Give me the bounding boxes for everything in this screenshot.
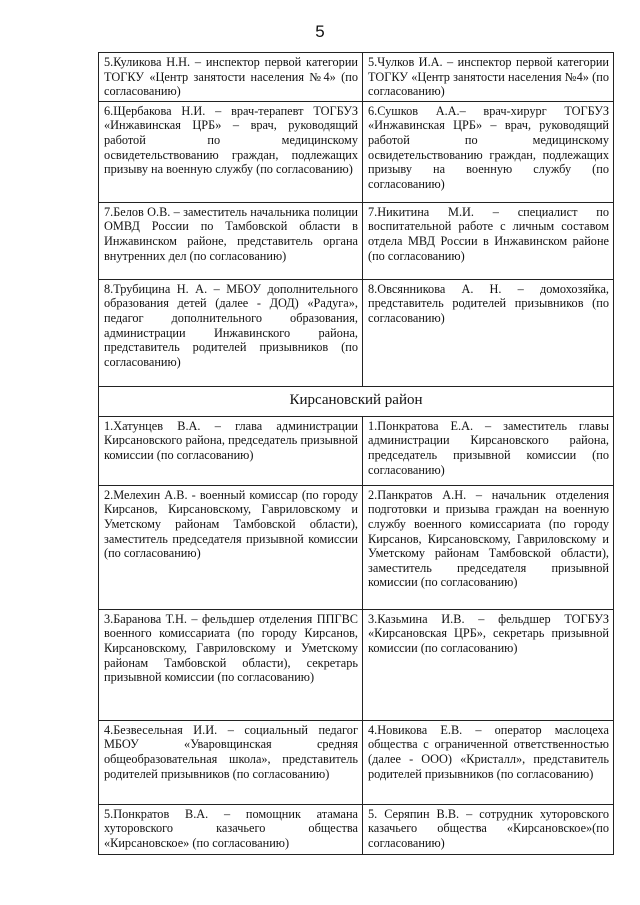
commission-table bbox=[98, 52, 614, 855]
table-row bbox=[99, 804, 614, 854]
table-row bbox=[99, 609, 614, 720]
reserve-member-cell: 5. Серяпин В.В. – сотрудник хуторовского казачьего общества «Кирсановское»(по согласованию) bbox=[363, 804, 614, 854]
reserve-member-cell: 6.Сушков А.А.– врач-хирург ТОГБУЗ «Инжавинская ЦРБ» – врач, руководящий работой по медицинскому освидетельствованию граждан, подлежащих призыву на военную службу (по согласованию) bbox=[363, 101, 614, 202]
reserve-member-cell: 8.Овсянникова А. Н. – домохозяйка, представитель родителей призывников (по согласованию) bbox=[363, 279, 614, 386]
table-row bbox=[99, 416, 614, 485]
reserve-member-cell: 4.Новикова Е.В. – оператор маслоцеха общества с ограниченной ответственностью (далее - ООО) «Кристалл», представитель родителей призывников (по согласованию) bbox=[363, 720, 614, 804]
district-heading: Кирсановский район bbox=[99, 386, 614, 416]
primary-member-cell: 6.Щербакова Н.И. – врач-терапевт ТОГБУЗ «Инжавинская ЦРБ» – врач, руководящий работой по медицинскому освидетельствованию граждан, подлежащих призыву на военную службу (по согласованию) bbox=[99, 101, 363, 202]
table-row bbox=[99, 485, 614, 609]
reserve-member-cell: 2.Панкратов А.Н. – начальник отделения подготовки и призыва граждан на военную службу военного комиссариата (по городу Кирсанов, Кирсановскому, Гавриловскому и Уметскому районам Тамбовской области), заместитель председателя призывной комиссии (по согласованию) bbox=[363, 485, 614, 609]
primary-member-cell: 4.Безвесельная И.И. – социальный педагог МБОУ «Уваровщинская средняя общеобразовательная школа», представитель родителей призывников (по согласованию) bbox=[99, 720, 363, 804]
reserve-member-cell: 5.Чулков И.А. – инспектор первой категории ТОГКУ «Центр занятости населения №4» (по согласованию) bbox=[363, 53, 614, 102]
primary-member-cell: 7.Белов О.В. – заместитель начальника полиции ОМВД России по Тамбовской области в Инжавинском районе, представитель органа внутренних дел (по согласованию) bbox=[99, 202, 363, 279]
primary-member-cell: 8.Трубицина Н. А. – МБОУ дополнительного образования детей (далее - ДОД) «Радуга», педагог дополнительного образования, администрации Инжавинского района, представитель родителей призывников (по согласованию) bbox=[99, 279, 363, 386]
primary-member-cell: 3.Баранова Т.Н. – фельдшер отделения ППГВС военного комиссариата (по городу Кирсанов, Кирсановскому, Гавриловскому и Уметскому районам Тамбовской области), секретарь призывной комиссии (по согласованию) bbox=[99, 609, 363, 720]
table-row bbox=[99, 101, 614, 202]
reserve-member-cell: 1.Понкратова Е.А. – заместитель главы администрации Кирсановского района, председатель призывной комиссии (по согласованию) bbox=[363, 416, 614, 485]
table-row bbox=[99, 53, 614, 102]
primary-member-cell: 5.Куликова Н.Н. – инспектор первой категории ТОГКУ «Центр занятости населения №4» (по согласованию) bbox=[99, 53, 363, 102]
table-row bbox=[99, 386, 614, 416]
primary-member-cell: 1.Хатунцев В.А. – глава администрации Кирсановского района, председатель призывной комиссии (по согласованию) bbox=[99, 416, 363, 485]
table-row bbox=[99, 279, 614, 386]
page-number: 5 bbox=[315, 22, 325, 41]
table-row bbox=[99, 202, 614, 279]
reserve-member-cell: 7.Никитина М.И. – специалист по воспитательной работе с личным составом отдела МВД России в Инжавинском районе (по согласованию) bbox=[363, 202, 614, 279]
primary-member-cell: 5.Понкратов В.А. – помощник атамана хуторовского казачьего общества «Кирсановское» (по согласованию) bbox=[99, 804, 363, 854]
primary-member-cell: 2.Мелехин А.В. - военный комиссар (по городу Кирсанов, Кирсановскому, Гавриловскому и Уметскому районам Тамбовской области), заместитель председателя призывной комиссии (по согласованию) bbox=[99, 485, 363, 609]
table-row bbox=[99, 720, 614, 804]
reserve-member-cell: 3.Казьмина И.В. – фельдшер ТОГБУЗ «Кирсановская ЦРБ», секретарь призывной комиссии (по согласованию) bbox=[363, 609, 614, 720]
